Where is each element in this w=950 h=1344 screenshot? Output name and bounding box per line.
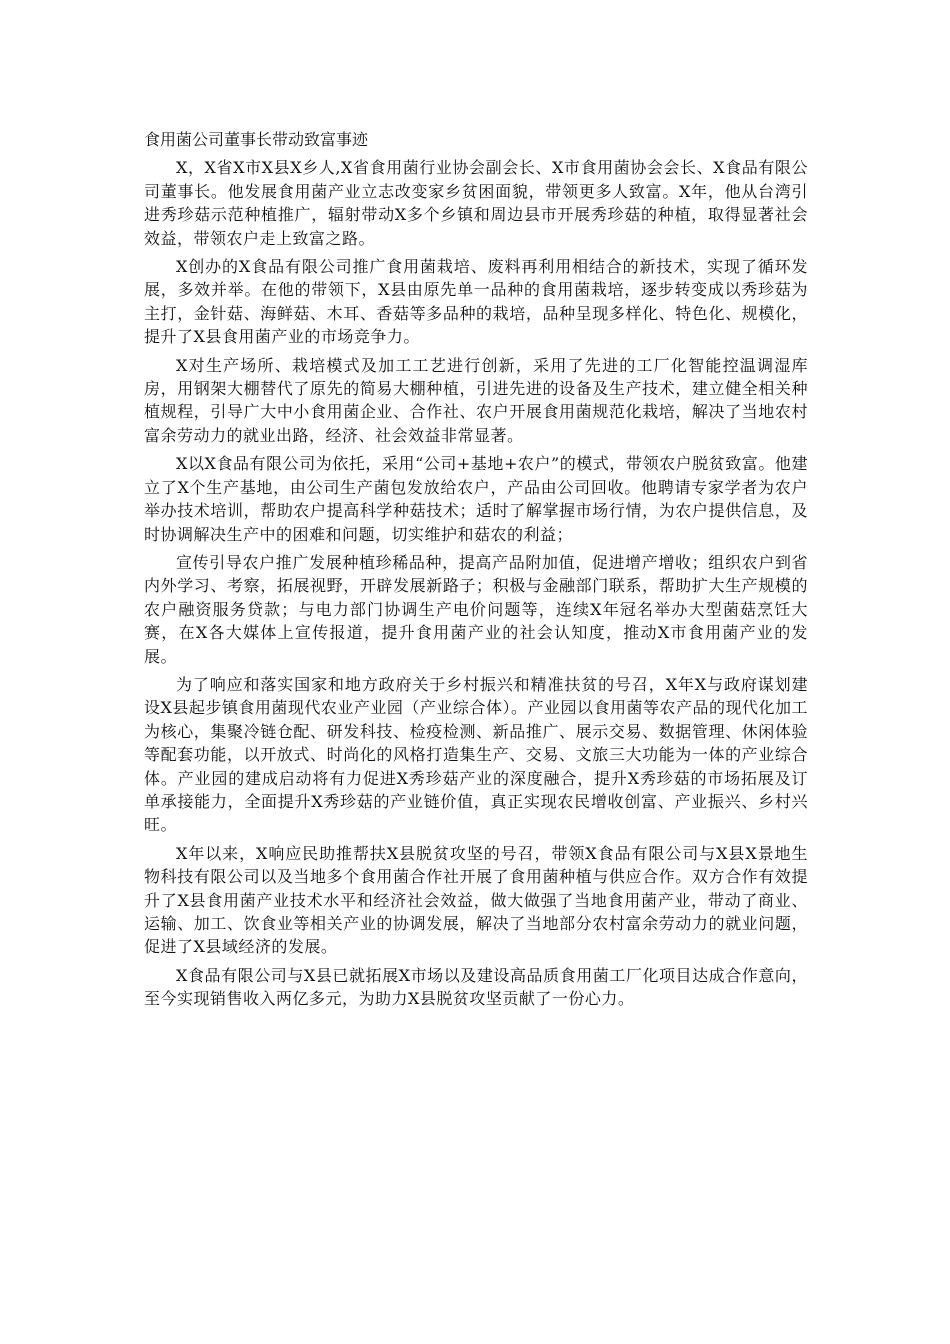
paragraph-6: 为了响应和落实国家和地方政府关于乡村振兴和精准扶贫的号召，X年X与政府谋划建设X县起步镇食用菌现代农业产业园（产业综合体）。产业园以食用菌等农产品的现代化加工为核心，集聚冷链仓配、研发科技、检疫检测、新品推广、展示交易、数据管理、休闲体验等配套功能，以开放式、时尚化的风格打造集生产、交易、文旅三大功能为一体的产业综合体。产业园的建成启动将有力促进X秀珍菇产业的深度融合，提升X秀珍菇的市场拓展及订单承接能力，全面提升X秀珍菇的产业链价值，真正实现农民增收创富、产业振兴、乡村兴旺。 (144, 674, 808, 835)
paragraph-2: X创办的X食品有限公司推广食用菌栽培、废料再利用相结合的新技术，实现了循环发展，多效并举。在他的带领下，X县由原先单一品种的食用菌栽培，逐步转变成以秀珍菇为主打，金针菇、海鲜菇、木耳、香菇等多品种的栽培，品种呈现多样化、特色化、规模化，提升了X县食用菌产业的市场竞争力。 (144, 257, 808, 347)
paragraph-5: 宣传引导农户推广发展种植珍稀品种，提高产品附加值，促进增产增收；组织农户到省内外学习、考察，拓展视野，开辟发展新路子；积极与金融部门联系，帮助扩大生产规模的农户融资服务贷款；与电力部门协调生产电价问题等，连续X年冠名举办大型菌菇烹饪大赛，在X各大媒体上宣传报道，提升食用菌产业的社会认知度，推动X市食用菌产业的发展。 (144, 552, 808, 666)
paragraph-8: X食品有限公司与X县已就拓展X市场以及建设高品质食用菌工厂化项目达成合作意向，至今实现销售收入两亿多元，为助力X县脱贫攻坚贡献了一份心力。 (144, 965, 808, 1009)
paragraph-1: X，X省X市X县X乡人,X省食用菌行业协会副会长、X市食用菌协会会长、X食品有限公司董事长。他发展食用菌产业立志改变家乡贫困面貌，带领更多人致富。X年，他从台湾引进秀珍菇示范种植推广，辐射带动X多个乡镇和周边县市开展秀珍菇的种植，取得显著社会效益，带领农户走上致富之路。 (144, 158, 808, 248)
paragraph-3: X对生产场所、栽培模式及加工工艺进行创新，采用了先进的工厂化智能控温调湿库房，用钢架大棚替代了原先的简易大棚种植，引进先进的设备及生产技术，建立健全相关种植规程，引导广大中小食用菌企业、合作社、农户开展食用菌规范化栽培，解决了当地农村富余劳动力的就业出路，经济、社会效益非常显著。 (144, 355, 808, 445)
paragraph-4: X以X食品有限公司为依托，采用“公司+基地+农户”的模式，带领农户脱贫致富。他建立了X个生产基地，由公司生产菌包发放给农户，产品由公司回收。他聘请专家学者为农户举办技术培训，帮助农户提高科学种菇技术；适时了解掌握市场行情，为农户提供信息，及时协调解决生产中的困难和问题，切实维护和菇农的利益； (144, 454, 808, 544)
document-title: 食用菌公司董事长带动致富事迹 (144, 130, 369, 149)
paragraph-7: X年以来，X响应民助推帮扶X县脱贫攻坚的号召，带领X食品有限公司与X县X景地生物科技有限公司以及当地多个食用菌合作社开展了食用菌种植与供应合作。双方合作有效提升了X县食用菌产业技术水平和经济社会效益，做大做强了当地食用菌产业，带动了商业、运输、加工、饮食业等相关产业的协调发展，解决了当地部分农村富余劳动力的就业问题，促进了X县域经济的发展。 (144, 843, 808, 957)
document-page (144, 128, 808, 1016)
